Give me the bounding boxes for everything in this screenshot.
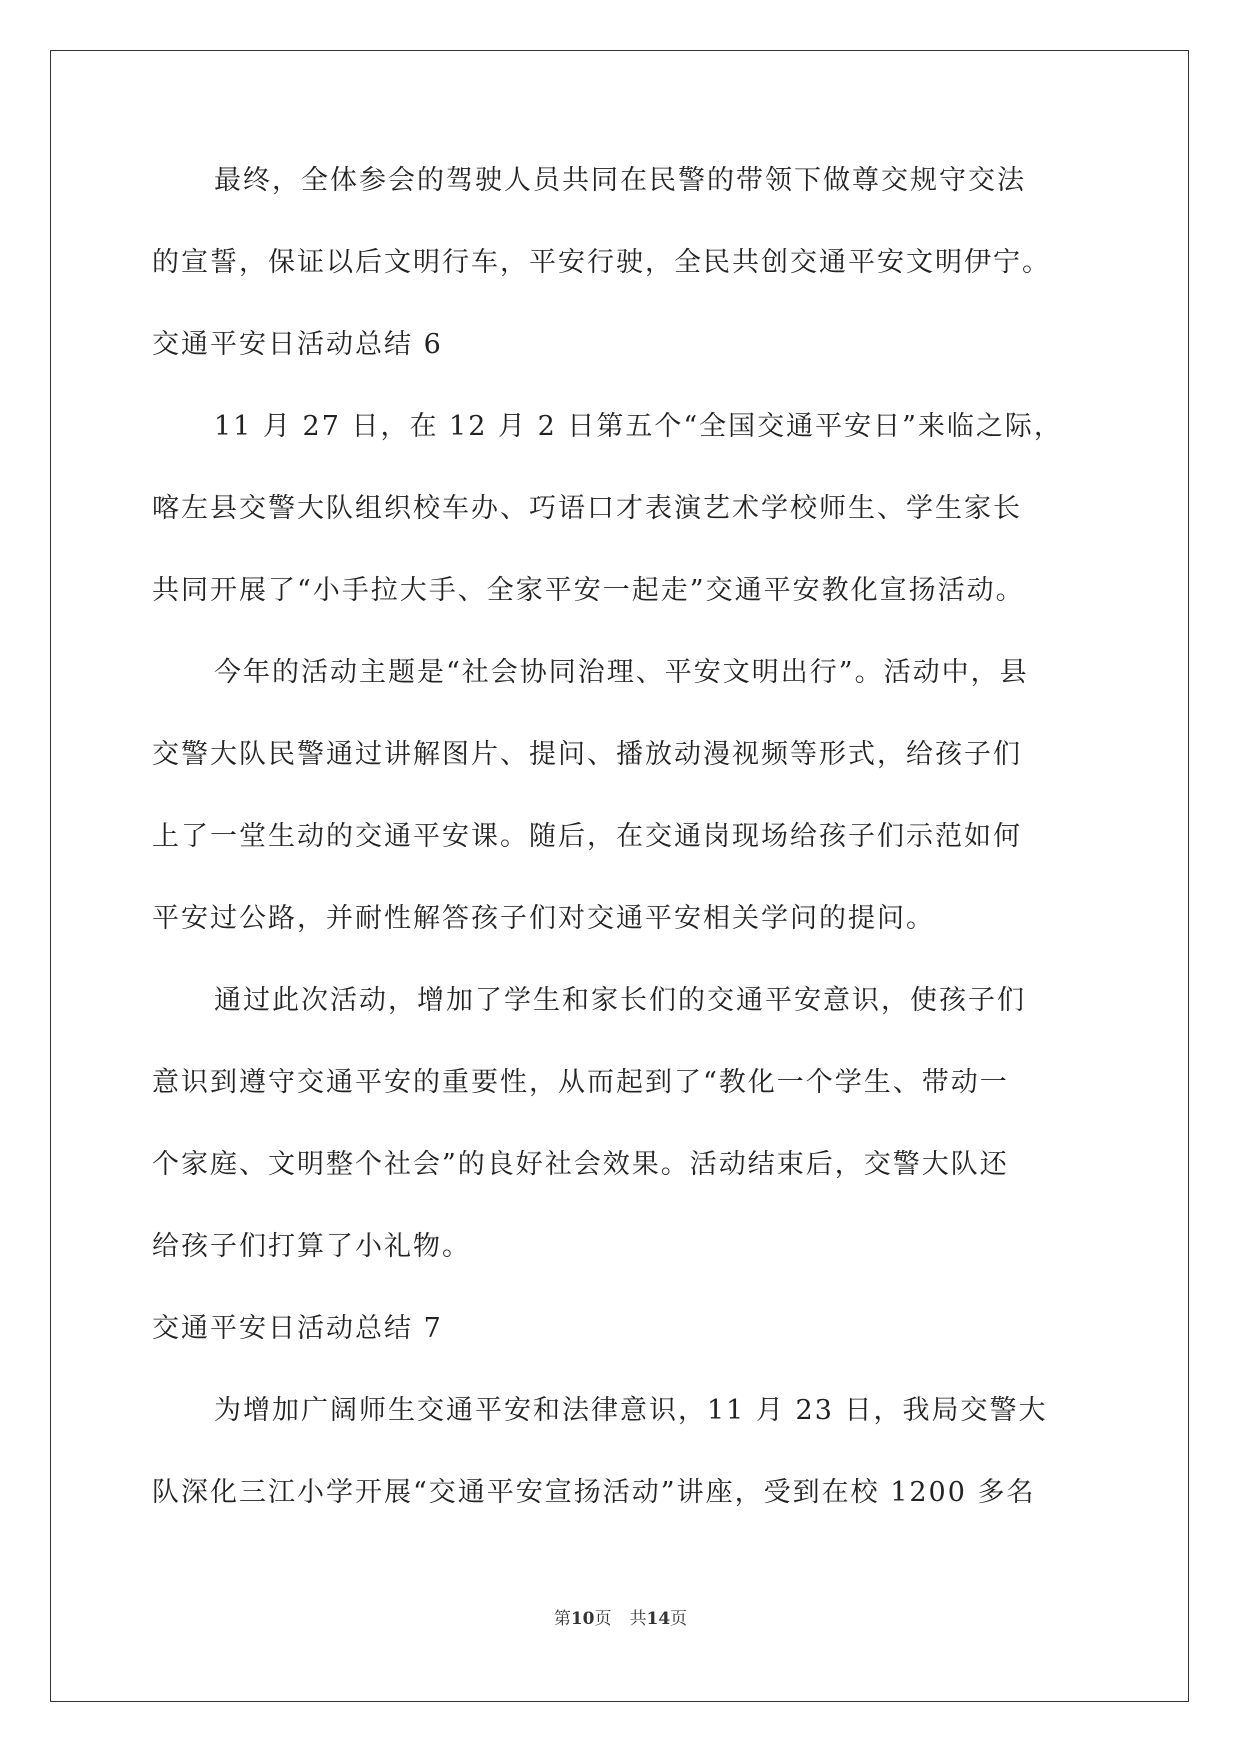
heading-text: 交通平安日活动总结 6 — [152, 329, 443, 360]
paragraph-line — [152, 1475, 1092, 1557]
paragraph-line — [152, 1393, 1092, 1475]
page-current: 10 — [570, 1609, 595, 1629]
line-text: 共同开展了“小手拉大手、全家平安一起走”交通平安教化宣扬活动。 — [152, 575, 1025, 606]
total-prefix: 共 — [629, 1609, 647, 1629]
line-text: 为增加广阔师生交通平安和法律意识，11 月 23 日，我局交警大 — [214, 1395, 1048, 1426]
document-body — [152, 163, 1092, 1557]
line-text: 个家庭、文明整个社会”的良好社会效果。活动结束后，交警大队还 — [152, 1149, 1009, 1180]
paragraph-line — [152, 1065, 1092, 1147]
paragraph-line — [152, 983, 1092, 1065]
paragraph-line — [152, 737, 1092, 819]
paragraph-line — [152, 163, 1092, 245]
line-text: 今年的活动主题是“社会协同治理、平安文明出行”。活动中，县 — [214, 657, 1029, 688]
paragraph-line — [152, 819, 1092, 901]
heading-text: 交通平安日活动总结 7 — [152, 1313, 443, 1344]
paragraph-line — [152, 573, 1092, 655]
line-text: 队深化三江小学开展“交通平安宣扬活动”讲座，受到在校 1200 多名 — [152, 1477, 1036, 1508]
paragraph-line — [152, 655, 1092, 737]
paragraph-line — [152, 1147, 1092, 1229]
paragraph-line — [152, 1229, 1092, 1311]
line-text: 11 月 27 日，在 12 月 2 日第五个“全国交通平安日”来临之际， — [214, 411, 1063, 442]
paragraph-line — [152, 409, 1092, 491]
total-suffix: 页 — [670, 1609, 688, 1629]
paragraph-line — [152, 491, 1092, 573]
paragraph-line — [152, 901, 1092, 983]
section-heading — [152, 327, 1092, 409]
paragraph-line — [152, 245, 1092, 327]
line-text: 给孩子们打算了小礼物。 — [152, 1231, 471, 1262]
line-text: 的宣誓，保证以后文明行车，平安行驶，全民共创交通平安文明伊宁。 — [152, 247, 1051, 278]
page-total: 14 — [646, 1609, 671, 1629]
line-text: 上了一堂生动的交通平安课。随后，在交通岗现场给孩子们示范如何 — [152, 821, 1022, 852]
line-text: 平安过公路，并耐性解答孩子们对交通平安相关学问的提问。 — [152, 903, 935, 934]
page-footer — [0, 1604, 1241, 1629]
line-text: 最终，全体参会的驾驶人员共同在民警的带领下做尊交规守交法 — [214, 165, 1026, 196]
line-text: 喀左县交警大队组织校车办、巧语口才表演艺术学校师生、学生家长 — [152, 493, 1022, 524]
section-heading — [152, 1311, 1092, 1393]
page-mid: 页 — [594, 1609, 612, 1629]
line-text: 意识到遵守交通平安的重要性，从而起到了“教化一个学生、带动一 — [152, 1067, 1009, 1098]
line-text: 通过此次活动，增加了学生和家长们的交通平安意识，使孩子们 — [214, 985, 1026, 1016]
line-text: 交警大队民警通过讲解图片、提问、播放动漫视频等形式，给孩子们 — [152, 739, 1022, 770]
page-prefix: 第 — [553, 1609, 571, 1629]
